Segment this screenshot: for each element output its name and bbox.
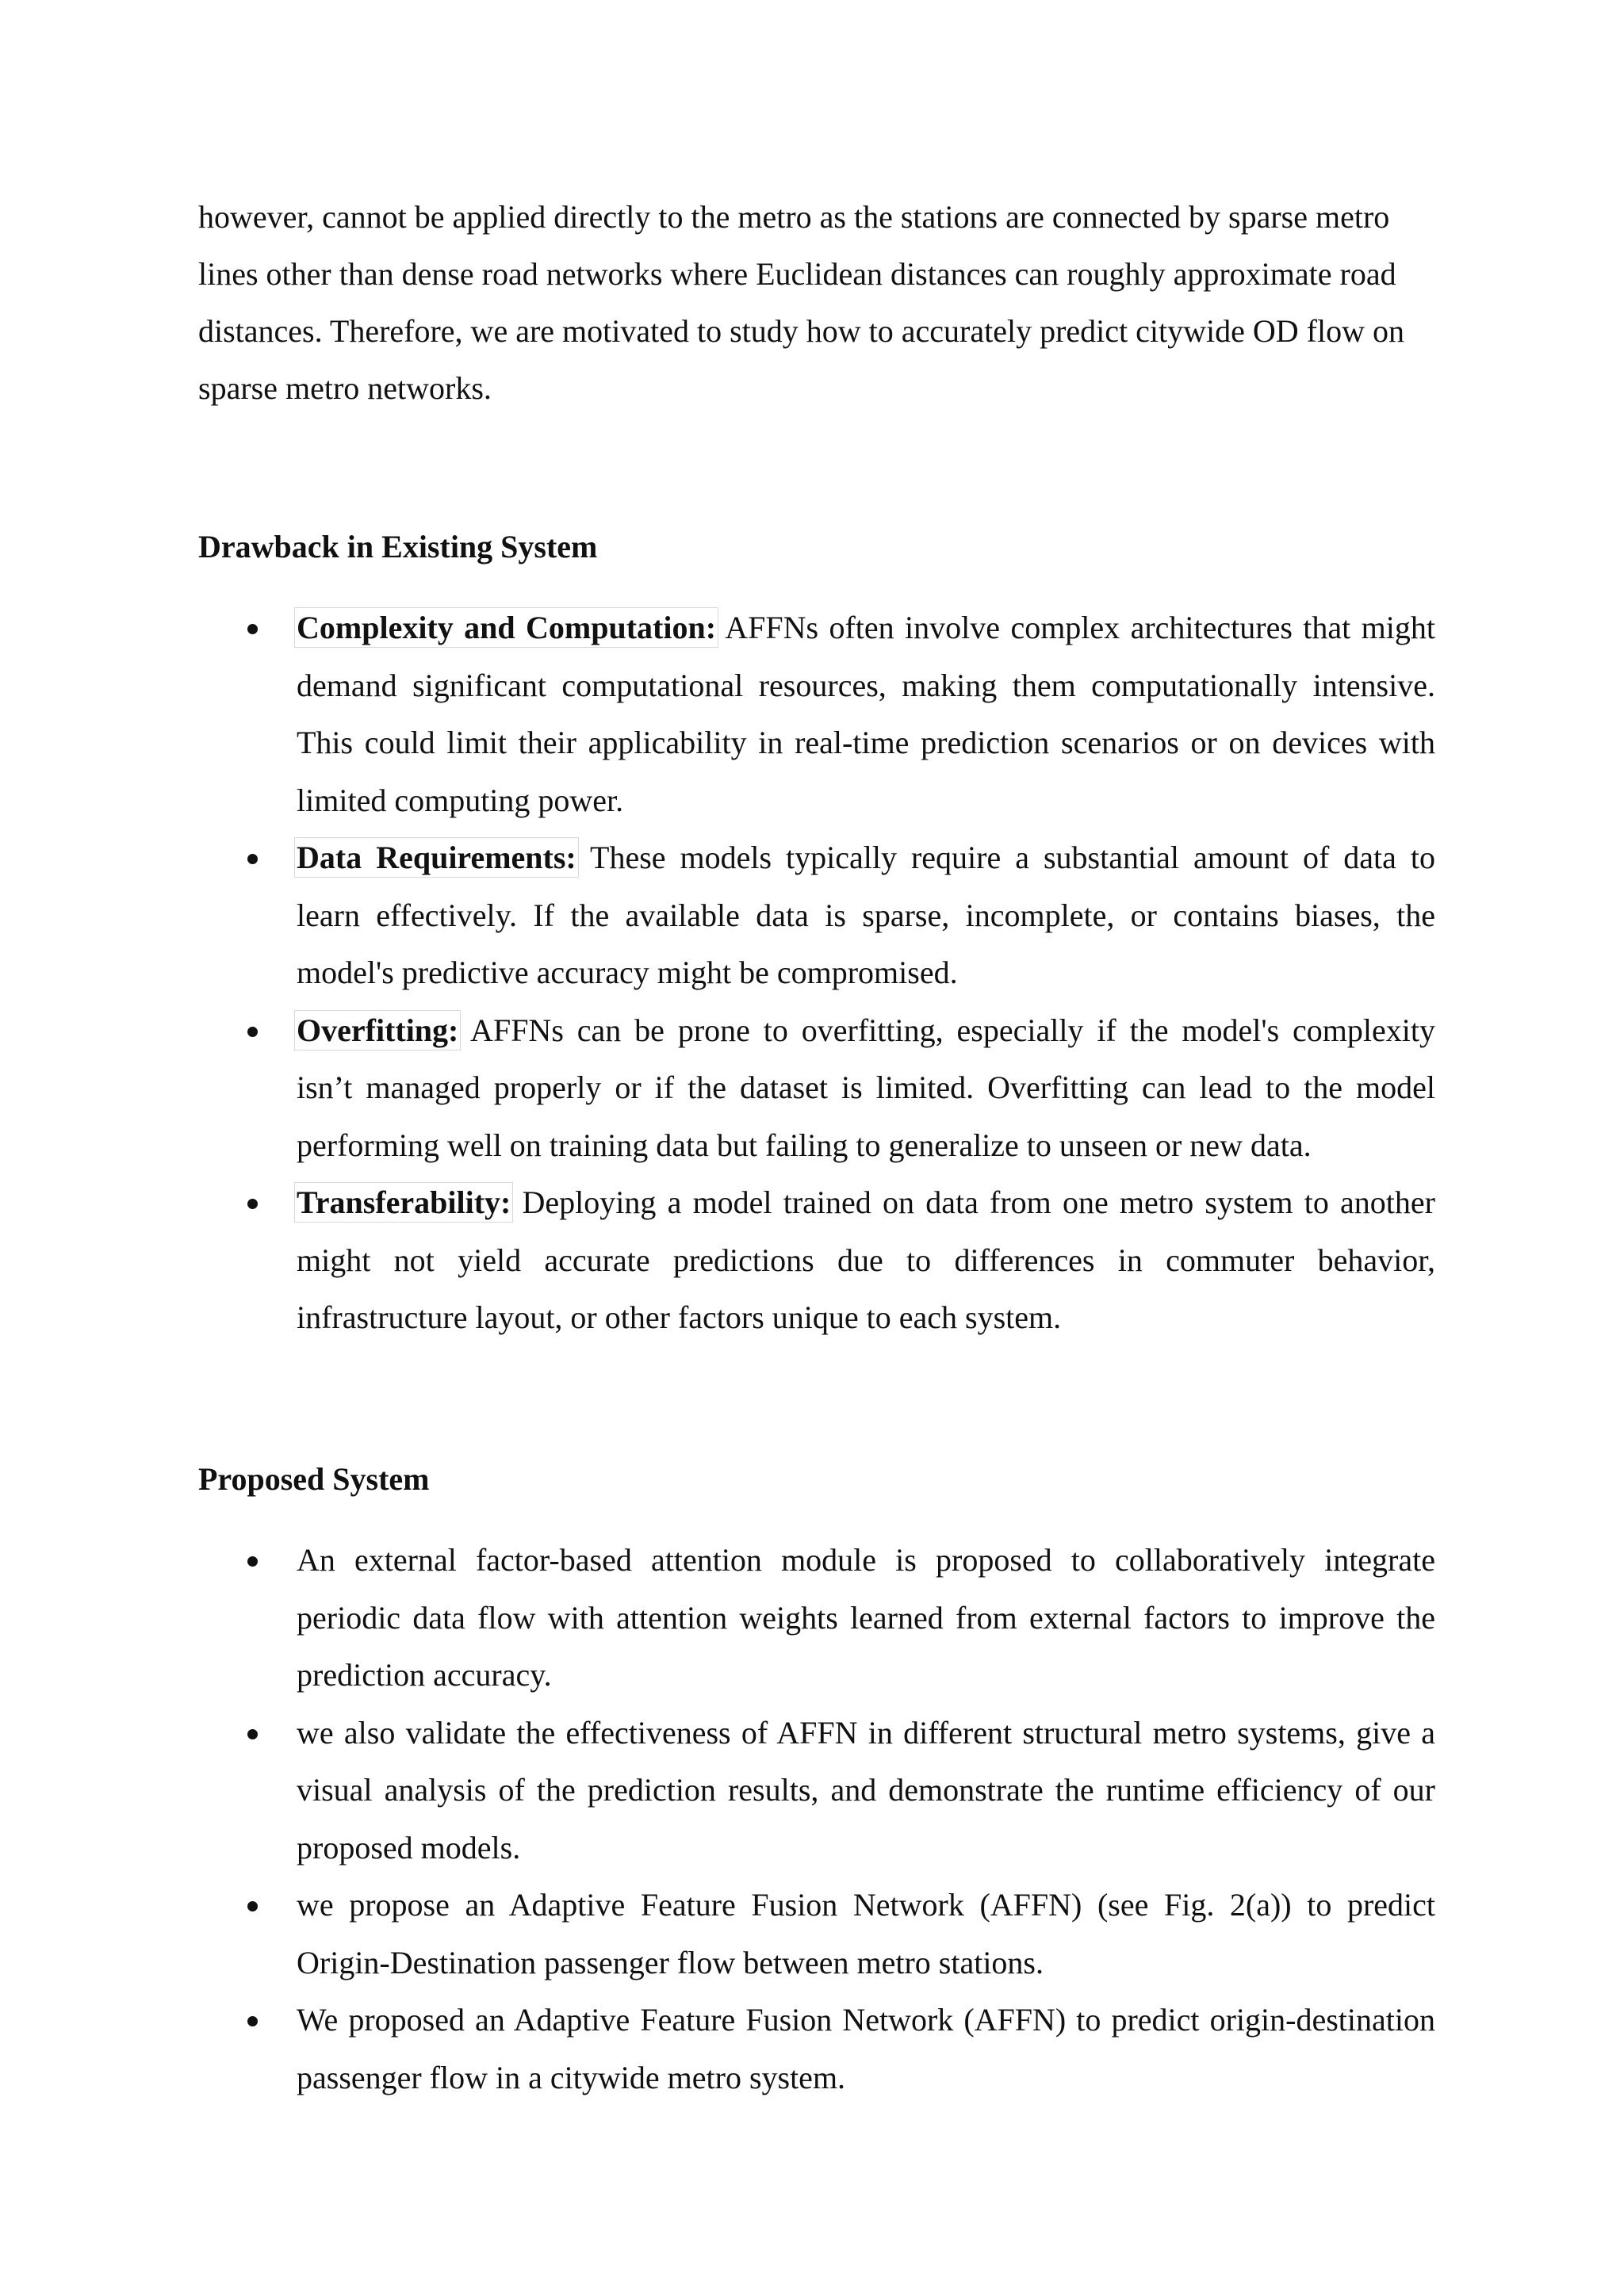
item-text: AFFNs can be prone to overfitting, especially if the model's complexity isn’t managed properly or if the dataset is limited. Overfitting can lead to the model performing well on training data but failing to generalize to unseen or new data. — [297, 1012, 1435, 1163]
bullet-icon — [247, 624, 258, 634]
list-item — [198, 1877, 1435, 1992]
bullet-icon — [247, 1027, 258, 1037]
bullet-icon — [247, 1901, 258, 1911]
bullet-icon — [247, 1556, 258, 1567]
bullet-icon — [247, 854, 258, 864]
item-text: We proposed an Adaptive Feature Fusion Network (AFFN) to predict origin-destination passenger flow in a citywide metro system. — [297, 2002, 1435, 2095]
intro-paragraph: however, cannot be applied directly to the metro as the stations are connected by sparse metro lines other than dense road networks where Euclidean distances can roughly approximate road distances. Therefore, we are motivated to study how to accurately predict citywide OD flow on sparse metro networks. — [198, 199, 1404, 406]
drawback-list — [198, 599, 1435, 1347]
item-text: AFFNs often involve complex architectures that might demand significant computational resources, making them computationally intensive. This could limit their applicability in real-time prediction scenarios or on devices with limited computing power. — [297, 610, 1435, 818]
drawback-heading: Drawback in Existing System — [198, 529, 598, 564]
term-complexity: Complexity and Computation: — [297, 610, 717, 645]
list-item — [198, 829, 1435, 1002]
proposed-heading: Proposed System — [198, 1461, 430, 1497]
list-item — [198, 1705, 1435, 1877]
item-text: we propose an Adaptive Feature Fusion Network (AFFN) (see Fig. 2(a)) to predict Origin-Destination passenger flow between metro stations. — [297, 1887, 1435, 1980]
proposed-list — [198, 1532, 1435, 2107]
item-text: An external factor-based attention module is proposed to collaboratively integrate periodic data flow with attention weights learned from external factors to improve the prediction accuracy. — [297, 1542, 1435, 1693]
bullet-icon — [247, 1199, 258, 1209]
list-item — [198, 599, 1435, 829]
term-transferability: Transferability: — [297, 1184, 511, 1220]
item-text: we also validate the effectiveness of AFFN in different structural metro systems, give a visual analysis of the prediction results, and demonstrate the runtime efficiency of our proposed models. — [297, 1714, 1435, 1866]
list-item — [198, 1002, 1435, 1175]
list-item — [198, 1992, 1435, 2107]
term-data-requirements: Data Requirements: — [297, 840, 576, 875]
term-overfitting: Overfitting: — [297, 1012, 459, 1048]
list-item — [198, 1174, 1435, 1347]
item-text: Deploying a model trained on data from one metro system to another might not yield accurate predictions due to differences in commuter behavior, infrastructure layout, or other factors unique to each system. — [297, 1184, 1435, 1335]
bullet-icon — [247, 2016, 258, 2026]
list-item — [198, 1532, 1435, 1705]
item-text: These models typically require a substantial amount of data to learn effectively. If the available data is sparse, incomplete, or contains biases, the model's predictive accuracy might be compromised. — [297, 840, 1436, 990]
bullet-icon — [247, 1729, 258, 1739]
